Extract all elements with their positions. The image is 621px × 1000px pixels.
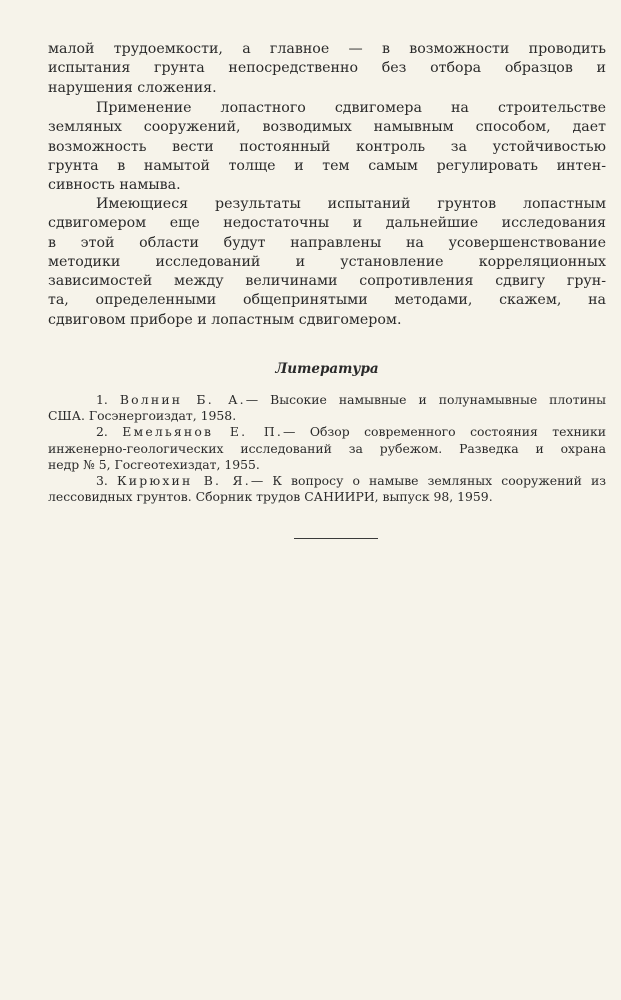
text-line: малой трудоемкости, а главное — в возможности проводить	[48, 41, 606, 57]
text-line: методики исследований и установление корреляционных	[48, 253, 606, 270]
reference-number: 1.	[96, 392, 108, 407]
text-line: испытания грунта непосредственно без отбора образцов и	[48, 60, 606, 77]
reference-text: инженерно-геологических исследований за рубежом. Разведка и охрана	[48, 440, 606, 456]
reference-text: — Высокие намывные и полунамывные плотины	[245, 392, 606, 407]
reference-text: США. Госэнергоиздат, 1958.	[48, 408, 237, 424]
text-line: земляных сооружений, возводимых намывным способом, дает	[48, 119, 606, 136]
reference-item	[48, 424, 606, 473]
text-line: в этой области будут направлены на усовершенствование	[48, 234, 606, 251]
reference-author: Емельянов Е. П.	[122, 424, 284, 440]
text-line: возможность вести постоянный контроль за устойчивостью	[48, 138, 606, 155]
text-line: та, определенными общепринятыми методами, скажем, на	[48, 292, 606, 309]
reference-author: Волнин Б. А.	[119, 392, 246, 407]
text-line: грунта в намытой толще и тем самым регулировать интен-	[48, 157, 606, 174]
end-divider	[294, 538, 378, 539]
paragraph-2	[48, 99, 606, 195]
paragraph-3	[48, 195, 606, 330]
references-heading: Литература	[275, 361, 379, 377]
text-line: Применение лопастного сдвигомера на строительстве	[96, 100, 606, 116]
text-line: сивность намыва.	[48, 177, 181, 194]
text-line: сдвигомером еще недостаточны и дальнейшие исследования	[48, 215, 606, 232]
reference-text: — К вопросу о намыве земляных сооружений из	[250, 473, 606, 489]
text-line: зависимостей между величинами сопротивления сдвигу грун-	[48, 273, 606, 290]
text-line: сдвиговом приборе и лопастным сдвигомером.	[48, 311, 402, 328]
reference-text: лессовидных грунтов. Сборник трудов САНИИРИ, выпуск 98, 1959.	[48, 489, 493, 505]
references-list	[48, 392, 606, 505]
reference-item	[48, 473, 606, 505]
paragraph-1	[48, 40, 606, 98]
reference-number: 3.	[96, 473, 108, 489]
reference-item	[48, 392, 606, 424]
reference-number: 2.	[96, 424, 108, 440]
reference-text: недр № 5, Госгеотехиздат, 1955.	[48, 456, 260, 472]
reference-text: — Обзор современного состояния техники	[283, 424, 607, 440]
reference-author: Кирюхин В. Я.	[116, 473, 251, 489]
text-line: нарушения сложения.	[48, 79, 217, 96]
text-line: Имеющиеся результаты испытаний грунтов лопастным	[96, 196, 606, 212]
